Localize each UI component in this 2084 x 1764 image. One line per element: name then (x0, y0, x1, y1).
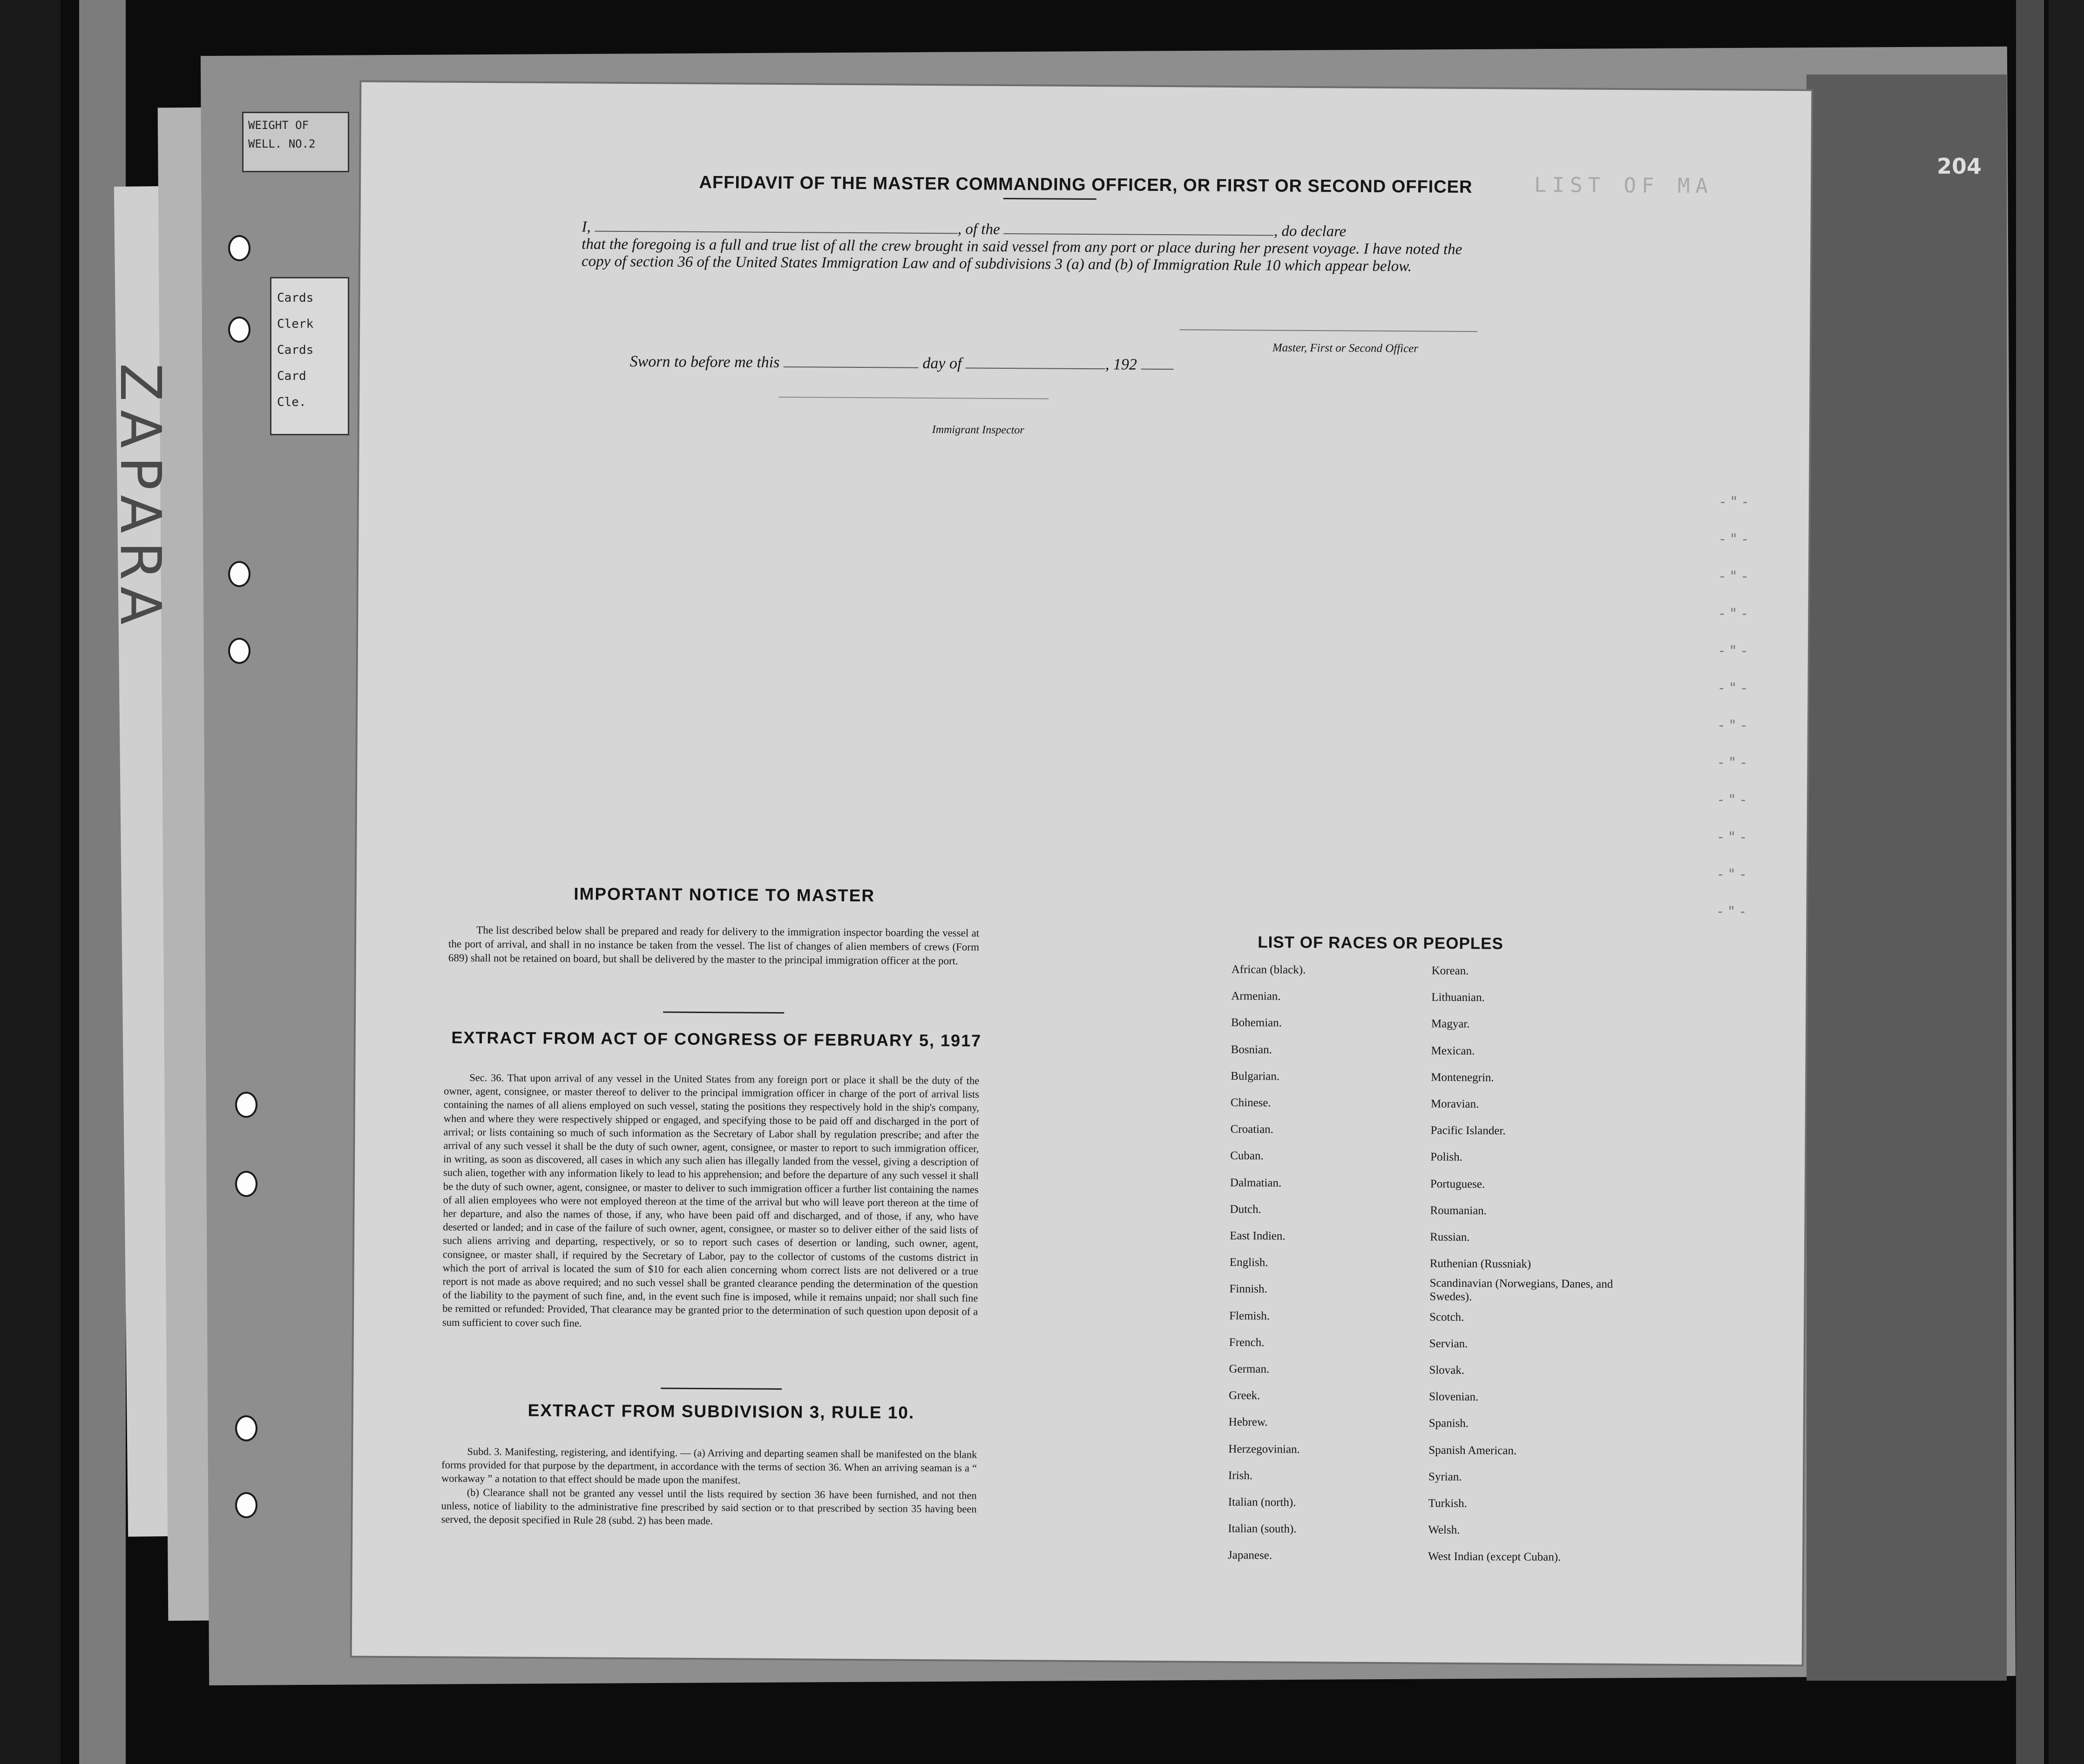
binding-hole (228, 317, 250, 343)
ditto-mark: -"- (1717, 717, 1751, 734)
ditto-mark: -"- (1717, 642, 1752, 659)
races-title: LIST OF RACES OR PEOPLES (1258, 933, 1504, 953)
binding-hole (228, 561, 250, 587)
race-item: Armenian. (1231, 990, 1281, 1003)
rule-extract-a: Subd. 3. Manifesting, registering, and identifying. — (a) Arriving and departing seamen shall be manifested on the blank forms provided for that purpose by the department, in accordance with the terms of section 36. When an arriving seaman is a “ workaway ” a notation to that effect should be made upon the manifest. (441, 1445, 977, 1486)
card-line: Clerk (277, 317, 314, 331)
race-item: Bosnian. (1231, 1043, 1272, 1056)
race-item: Magyar. (1431, 1018, 1470, 1031)
page-number: 204 (1937, 154, 1982, 179)
film-band-right (2016, 0, 2044, 1764)
race-item: Turkish. (1428, 1497, 1467, 1510)
binding-hole (235, 1415, 257, 1441)
film-edge-right (2049, 0, 2084, 1764)
race-item: Greek. (1229, 1389, 1260, 1402)
race-item: Korean. (1431, 964, 1469, 978)
race-item: Pacific Islander. (1430, 1124, 1506, 1137)
vessel-blank[interactable] (1004, 233, 1274, 236)
back-weight-label (242, 112, 349, 172)
card-line: Cards (277, 343, 314, 357)
race-item: Spanish. (1428, 1417, 1469, 1430)
binding-hole (235, 1171, 257, 1197)
side-handwriting: ZAPARA (108, 363, 172, 633)
races-list-right (1428, 958, 1627, 1571)
back-sheet-right-edge (1807, 74, 2007, 1681)
affidavit-declaration (582, 218, 1483, 276)
section-rule (661, 1387, 782, 1390)
race-item: Bohemian. (1231, 1016, 1282, 1030)
ditto-mark: -"- (1717, 680, 1751, 696)
name-blank[interactable] (595, 231, 958, 234)
act-extract-body: Sec. 36. That upon arrival of any vessel in the United States from any foreign port or place it shall be the duty of the owner, agent, consignee, or master thereof to deliver to the principal immigration officer in charge of the port of arrival lists containing the names of all aliens employed on such vessel, stating the positions they respectively hold in the ship's company, when and where they were respectively shipped or engaged, and specifying those to be paid off and discharged in the port of arrival; or lists containing so much of such information as the Secretary of Labor shall by regulation prescribe; and after the arrival of any such vessel it shall be the duty of such owner, agent, consignee, or master to report to such immigration officer, in writing, as soon as discovered, all cases in which any such alien has illegally landed from the vessel, giving a description of such alien, together with any information likely to lead to his apprehension; and before the departure of any such vessel it shall be the duty of such owner, agent, consignee, or master to deliver to such immigration officer a further list containing the names of all alien employees who were not employed thereon at the time of the arrival but who will leave port thereon at the time of her departure, and also the names of those, if any, who have been paid off and discharged, and of those, if any, who have deserted or landed; and in case of the failure of such owner, agent, consignee, or master so to deliver either of the said lists of such aliens arriving and departing, respectively, or so to report such cases of desertion or landing, such owner, agent, consignee, or master shall, if required by the Secretary of Labor, pay to the collector of customs of the customs district in which the port of arrival is located the sum of $10 for each alien concerning whom correct lists are not delivered or a true report is not made as above required; and no such vessel shall be granted clearance pending the determination of the question of the liability to the payment of such fine, and, in the event such fine is imposed, while it remains unpaid; nor shall such fine be remitted or refunded: Provided, That clearance may be granted prior to the determination of such question upon deposit of a sum sufficient to cover such fine. (442, 1071, 980, 1329)
sworn-day-blank[interactable] (784, 366, 919, 368)
notice-body: The list described below shall be prepared and ready for delivery to the immigration inspector boarding the vessel at the port of arrival, and shall in no instance be taken from the vessel. The list of changes of alien members of crews (Form 689) shall not be retained on board, but shall be delivered by the master to the principal immigration officer at the port. (448, 924, 980, 967)
ditto-mark: -"- (1716, 903, 1750, 920)
race-item: Welsh. (1428, 1523, 1460, 1537)
declaration-declare: , do declare (1273, 223, 1346, 240)
race-item: Polish. (1430, 1151, 1463, 1164)
race-item: Italian (south). (1228, 1522, 1297, 1536)
race-item: Bulgarian. (1231, 1069, 1280, 1083)
race-item: Italian (north). (1228, 1496, 1296, 1509)
race-item: Hebrew. (1228, 1416, 1268, 1429)
race-item: East Indien. (1230, 1229, 1286, 1243)
binding-hole (228, 638, 250, 664)
race-item: Chinese. (1230, 1096, 1271, 1109)
inspector-label: Immigrant Inspector (932, 424, 1024, 437)
back-label-line: WEIGHT OF (248, 119, 309, 132)
race-item: Portuguese. (1430, 1177, 1485, 1190)
race-item: Dutch. (1230, 1203, 1262, 1216)
race-item: Servian. (1429, 1337, 1468, 1350)
races-list-left (1228, 956, 1418, 1570)
race-item: Cuban. (1230, 1149, 1264, 1162)
rule-extract-body (441, 1445, 977, 1529)
rule-extract-b: (b) Clearance shall not be granted any vessel until the lists required by section 36 have been furnished, and not then unless, notice of liability to the administrative fine prescribed by said section or to that prescribed by section 35 having been served, the deposit specified in Rule 28 (subd. 2) has been made. (441, 1486, 977, 1527)
race-item: Irish. (1228, 1469, 1253, 1482)
section-rule (663, 1012, 784, 1014)
race-item: German. (1229, 1363, 1270, 1376)
race-item: Herzegovinian. (1228, 1442, 1300, 1456)
affidavit-title: AFFIDAVIT OF THE MASTER COMMANDING OFFICER, OR FIRST OR SECOND OFFICER (699, 172, 1473, 197)
race-item: Flemish. (1229, 1309, 1270, 1323)
ditto-mark: -"- (1716, 866, 1750, 883)
ditto-mark: -"- (1718, 568, 1752, 585)
race-item: Russian. (1430, 1230, 1470, 1244)
ditto-mark: -"- (1718, 493, 1752, 510)
race-item: Spanish American. (1428, 1444, 1517, 1457)
signature-line[interactable] (1179, 329, 1477, 332)
race-item: French. (1229, 1336, 1265, 1349)
film-edge-left (0, 0, 61, 1764)
race-item: Roumanian. (1430, 1204, 1487, 1217)
race-item: Slovenian. (1429, 1390, 1479, 1404)
inspector-signature-line[interactable] (778, 397, 1049, 399)
race-item: Finnish. (1229, 1283, 1267, 1296)
race-item: Dalmatian. (1230, 1176, 1282, 1190)
back-index-card (270, 277, 349, 435)
signature-label: Master, First or Second Officer (1272, 341, 1419, 355)
bleed-through-header: LIST OF MA (1534, 173, 1714, 198)
affidavit-sheet (352, 82, 1812, 1665)
declaration-of-the: , of the (957, 221, 1000, 238)
race-item: West Indian (except Cuban). (1428, 1550, 1561, 1564)
race-item: Lithuanian. (1431, 991, 1485, 1004)
race-item: Croatian. (1230, 1123, 1274, 1136)
sworn-prefix: Sworn to before me this (629, 353, 780, 372)
declaration-i: I, (582, 218, 591, 236)
binding-hole (235, 1492, 257, 1518)
declaration-body: that the foregoing is a full and true list of all the crew brought in said vessel from any port or place during her present voyage. I have noted the copy of section 36 of the United States Immigration Law and of subdivisions 3 (a) and (b) of Immigration Rule 10 which appear below. (581, 236, 1462, 275)
sworn-month-blank[interactable] (966, 367, 1105, 369)
sworn-statement (630, 353, 1174, 374)
race-item: Japanese. (1227, 1549, 1272, 1562)
race-item: African (black). (1231, 963, 1306, 976)
ditto-mark: -"- (1718, 531, 1752, 547)
binding-hole (235, 1092, 257, 1118)
race-item: Syrian. (1428, 1470, 1462, 1483)
race-item: Montenegrin. (1431, 1071, 1494, 1084)
act-extract-title: EXTRACT FROM ACT OF CONGRESS OF FEBRUARY 5, 1917 (451, 1027, 982, 1050)
ditto-mark: -"- (1717, 754, 1751, 771)
notice-title: IMPORTANT NOTICE TO MASTER (574, 884, 875, 906)
card-line: Cards (277, 291, 314, 305)
race-item: Scotch. (1429, 1311, 1464, 1324)
rule-extract-title: EXTRACT FROM SUBDIVISION 3, RULE 10. (528, 1400, 915, 1422)
race-item: Ruthenian (Russniak) (1429, 1257, 1531, 1271)
race-item: Slovak. (1429, 1364, 1465, 1377)
race-item: Scandinavian (Norwegians, Danes, and Swedes). (1429, 1277, 1613, 1304)
sworn-year-blank[interactable] (1141, 369, 1173, 370)
card-line: Cle. (277, 395, 306, 409)
card-line: Card (277, 369, 306, 383)
sworn-year: , 192 (1105, 356, 1137, 373)
title-rule (1003, 198, 1096, 200)
sworn-day-of: day of (922, 354, 962, 372)
ditto-mark: -"- (1718, 605, 1752, 622)
ditto-mark: -"- (1716, 829, 1750, 845)
race-item: English. (1229, 1256, 1268, 1269)
race-item: Moravian. (1430, 1097, 1479, 1111)
race-item: Mexican. (1431, 1044, 1475, 1057)
ditto-mark: -"- (1716, 791, 1751, 808)
binding-hole (228, 235, 250, 261)
back-label-line: WELL. NO.2 (248, 137, 316, 150)
